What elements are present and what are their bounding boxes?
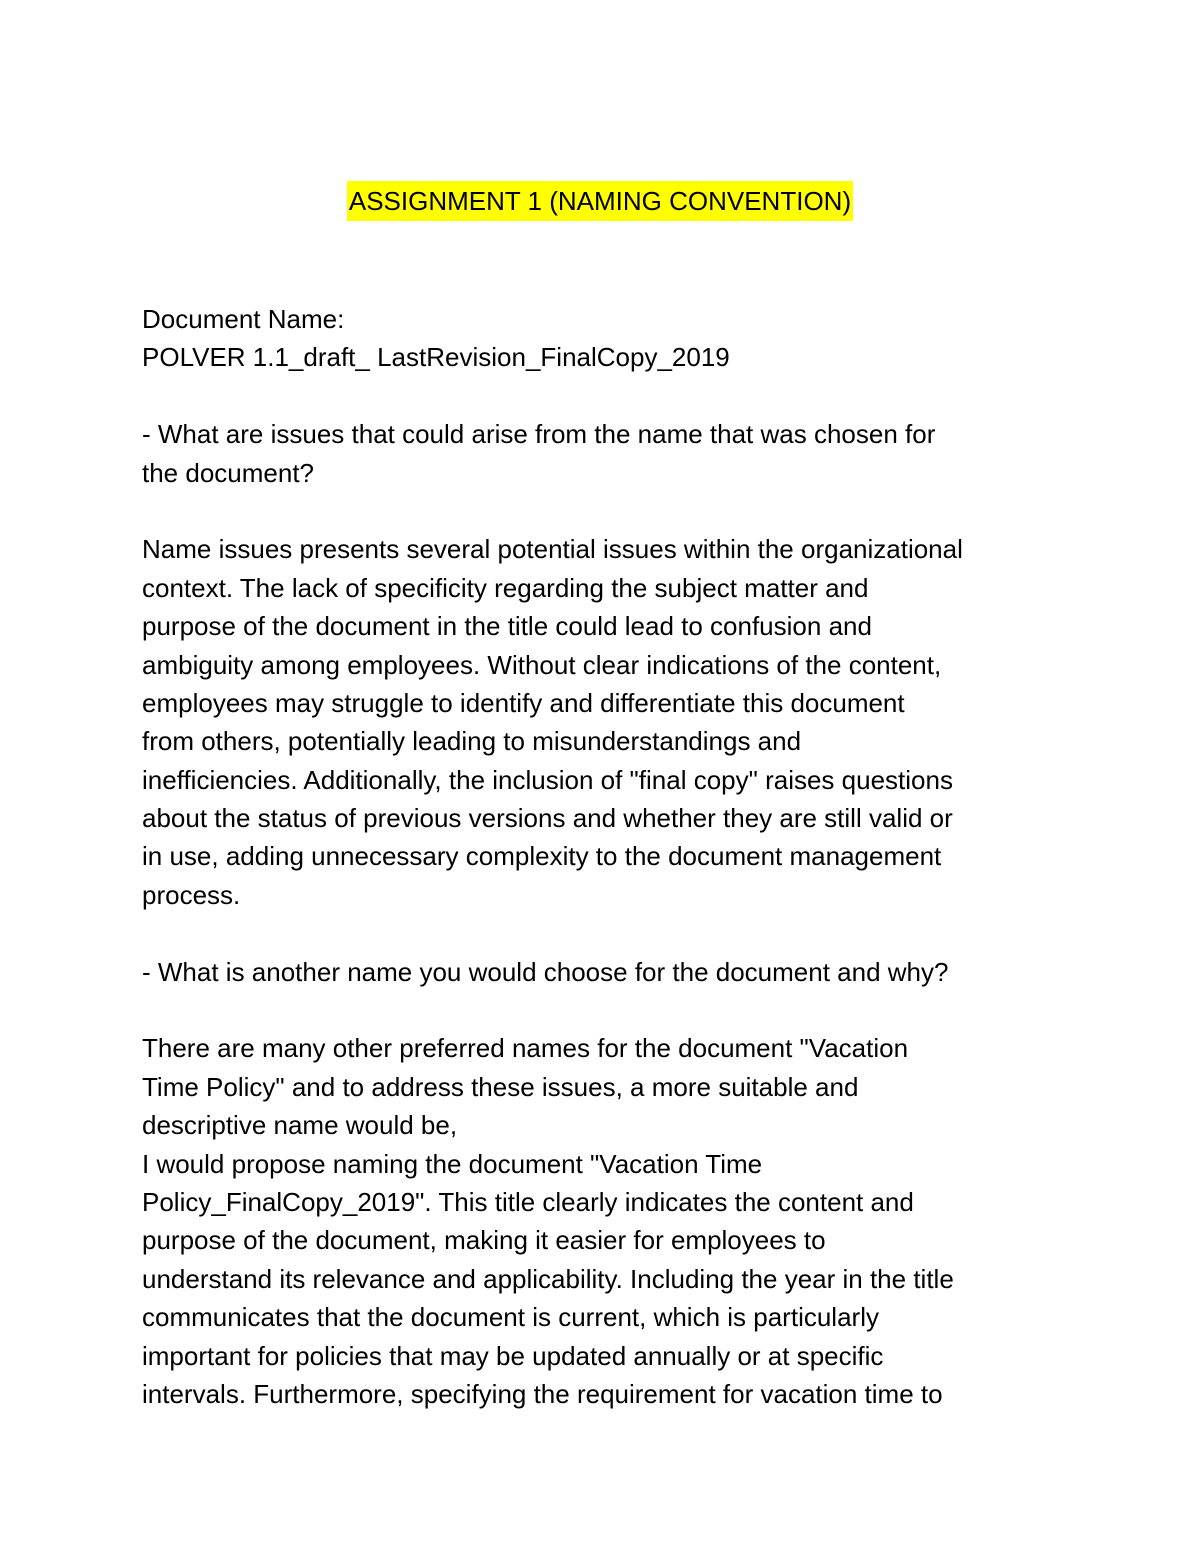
answer-1-line: purpose of the document in the title could lead to confusion and: [142, 611, 872, 642]
answer-2-line: Policy_FinalCopy_2019". This title clearly indicates the content and: [142, 1186, 914, 1217]
answer-1-line: context. The lack of specificity regarding the subject matter and: [142, 572, 869, 603]
answer-2-line: intervals. Furthermore, specifying the requirement for vacation time to: [142, 1378, 943, 1409]
answer-1-line: employees may struggle to identify and differentiate this document: [142, 687, 905, 718]
question-2-line: - What is another name you would choose for the document and why?: [142, 956, 949, 987]
question-1-line: the document?: [142, 457, 315, 488]
answer-2-line: I would propose naming the document "Vacation Time: [142, 1148, 763, 1179]
document-name-label: Document Name:: [142, 304, 345, 334]
document-body: [142, 300, 1072, 1413]
paragraph-spacer: [142, 914, 1072, 952]
paragraph-spacer: [142, 492, 1072, 530]
answer-2-line: purpose of the document, making it easier for employees to: [142, 1225, 826, 1256]
answer-2-line: understand its relevance and applicability. Including the year in the title: [142, 1263, 954, 1294]
answer-1-line: in use, adding unnecessary complexity to the document management: [142, 841, 942, 872]
answer-1-line: inefficiencies. Additionally, the inclusion of "final copy" raises questions: [142, 764, 953, 795]
answer-2-line: communicates that the document is current, which is particularly: [142, 1302, 879, 1333]
document-name-value: POLVER 1.1_draft_ LastRevision_FinalCopy_2019: [142, 342, 730, 373]
answer-2-line: Time Policy" and to address these issues, a more suitable and: [142, 1071, 859, 1102]
paragraph-spacer: [142, 991, 1072, 1029]
question-1-line: - What are issues that could arise from the name that was chosen for: [142, 419, 936, 450]
title-wrap: [0, 181, 1200, 221]
answer-2-line: important for policies that may be updated annually or at specific: [142, 1340, 884, 1371]
answer-1-line: process.: [142, 879, 241, 910]
answer-1-line: Name issues presents several potential issues within the organizational: [142, 534, 963, 565]
answer-2-line: There are many other preferred names for the document "Vacation: [142, 1033, 909, 1064]
page-title: ASSIGNMENT 1 (NAMING CONVENTION): [347, 181, 853, 221]
answer-1-line: from others, potentially leading to misunderstandings and: [142, 726, 802, 757]
answer-1-line: about the status of previous versions and whether they are still valid or: [142, 803, 953, 834]
answer-1-line: ambiguity among employees. Without clear indications of the content,: [142, 649, 942, 680]
answer-2-line: descriptive name would be,: [142, 1110, 458, 1141]
paragraph-spacer: [142, 377, 1072, 415]
